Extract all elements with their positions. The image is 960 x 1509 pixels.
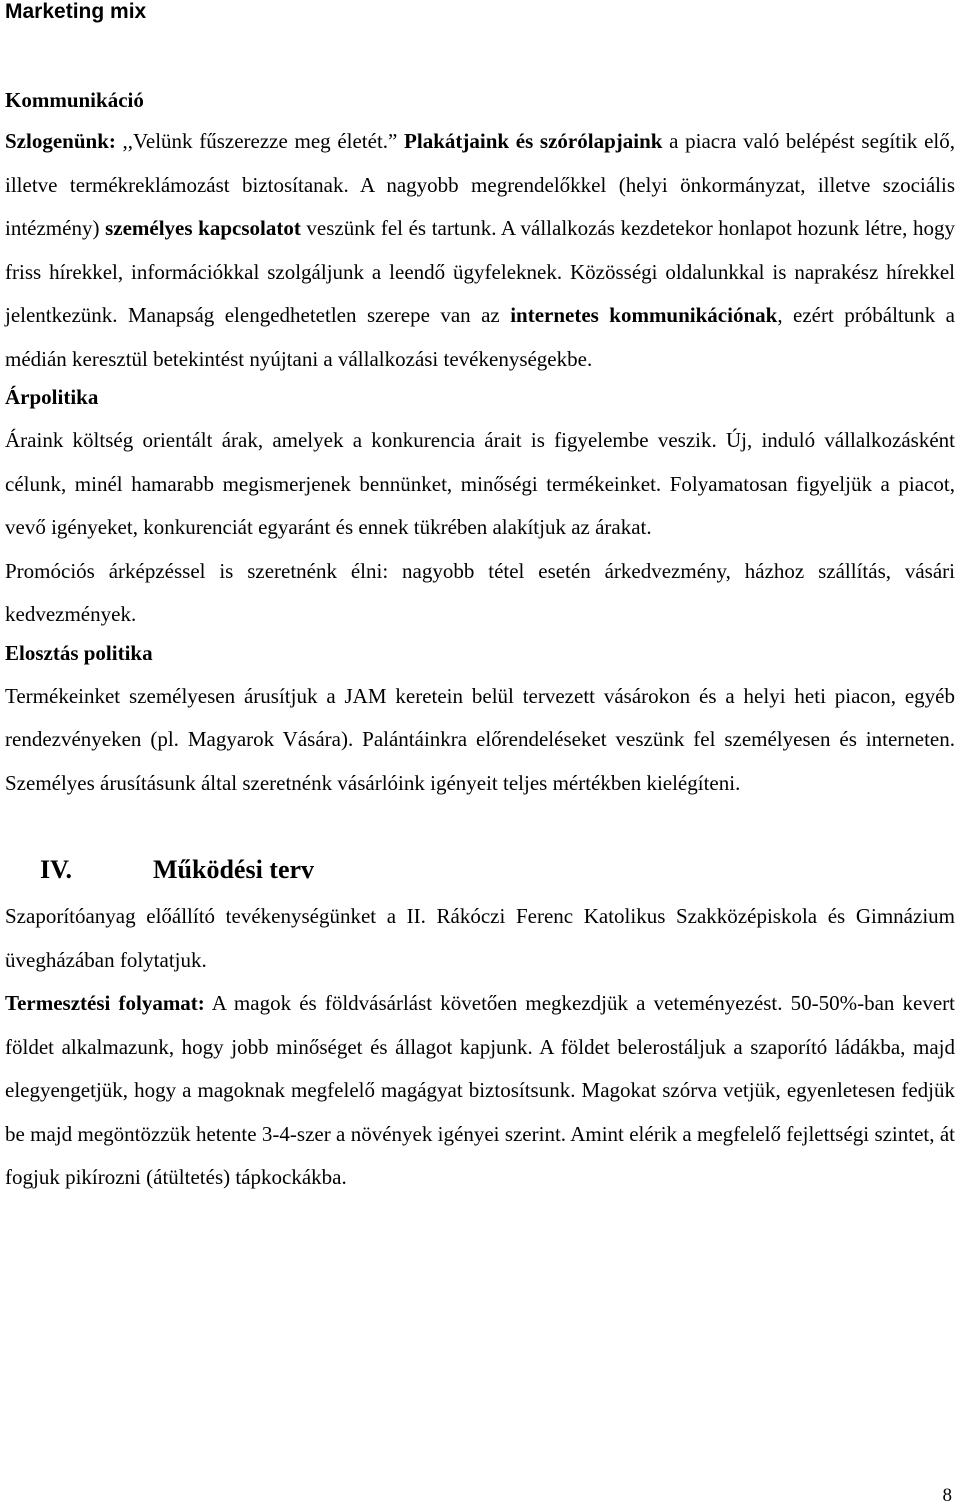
spacer: [5, 24, 955, 86]
emphasis-text: internetes kommunikációnak: [510, 303, 778, 327]
body-text: a piacra való belépést segítik elő, illetve termékreklámozást biztosítanak. A nagyobb megrendelőkkel (helyi önkormányzat, illetve szociális intézmény): [5, 129, 955, 240]
heading-pricing: Árpolitika: [5, 385, 99, 409]
heading-communication: Kommunikáció: [5, 88, 144, 112]
page-number: 8: [942, 1485, 952, 1506]
chapter-heading: [5, 855, 955, 885]
pricing-paragraph-1: Áraink költség orientált árak, amelyek a konkurencia árait is figyelembe veszik. Új, induló vállalkozásként célunk, minél hamarabb megismerjenek bennünket, minőségi termékeinket. Folyamatosan figyeljük a piacot, vevő igényeket, konkurenciát egyaránt és ennek tükrében alakítjuk az árakat.: [5, 428, 955, 539]
distribution-paragraph: Termékeinket személyesen árusítjuk a JAM keretein belül tervezett vásárokon és a helyi heti piacon, egyéb rendezvényeken (pl. Magyarok Vására). Palántáinkra előrendeléseket veszünk fel személyesen és interneten. Személyes árusításunk által szeretnénk vásárlóink igényeit teljes mértékben kielégíteni.: [5, 683, 955, 795]
chapter-number: IV.: [40, 855, 73, 884]
process-text: A magok és földvásárlást követően megkezdjük a veteményezést. 50-50%-ban kevert földet alkalmazunk, hogy jobb minőséget és állagot kapjunk. A földet belerostáljuk a szaporító ládákba, majd elegyengetjük, hogy a magoknak megfelelő magágyat biztosítsunk. Magokat szórva vetjük, egyenletesen fedjük be majd megöntözzük hetente 3-4-szer a növények igényei szerint. Amint elérik a megfelelő fejlettségi szintet, át fogjuk pikírozni (átültetés) tápkockákba.: [5, 991, 956, 1189]
emphasis-text: Plakátjaink és szórólapjaink: [404, 129, 663, 153]
heading-distribution: Elosztás politika: [5, 640, 153, 665]
document-page: [5, 0, 955, 1200]
chapter-title: Működési terv: [153, 855, 315, 884]
process-label: Termesztési folyamat:: [5, 991, 205, 1015]
document-title: Marketing mix: [5, 0, 147, 23]
emphasis-text: Szlogenünk:: [5, 129, 116, 153]
body-text: veszünk fel és tartunk. A vállalkozás kezdetekor honlapot hozunk létre, hogy friss hírekkel, információkkal szolgáljunk a leendő ügyfeleknek. Közösségi oldalunkkal is naprakész hírekkel jelentkezünk. Manapság elengedhetetlen szerepe van az: [5, 216, 955, 327]
operations-paragraph-1: Szaporítóanyag előállító tevékenységünket a II. Rákóczi Ferenc Katolikus Szakközépiskola és Gimnázium üvegházában folytatjuk.: [5, 904, 955, 972]
body-text: ,,Velünk fűszerezze meg életét.”: [115, 129, 405, 153]
body-text: , ezért próbáltunk a médián keresztül betekintést nyújtani a vállalkozási tevékenységekbe.: [5, 303, 956, 371]
operations-paragraph-2: [5, 982, 955, 1200]
communication-paragraph: [5, 120, 955, 381]
pricing-paragraph-2: Promóciós árképzéssel is szeretnénk élni: nagyobb tétel esetén árkedvezmény, házhoz szállítás, vásári kedvezmények.: [5, 558, 955, 626]
emphasis-text: személyes kapcsolatot: [105, 216, 301, 240]
